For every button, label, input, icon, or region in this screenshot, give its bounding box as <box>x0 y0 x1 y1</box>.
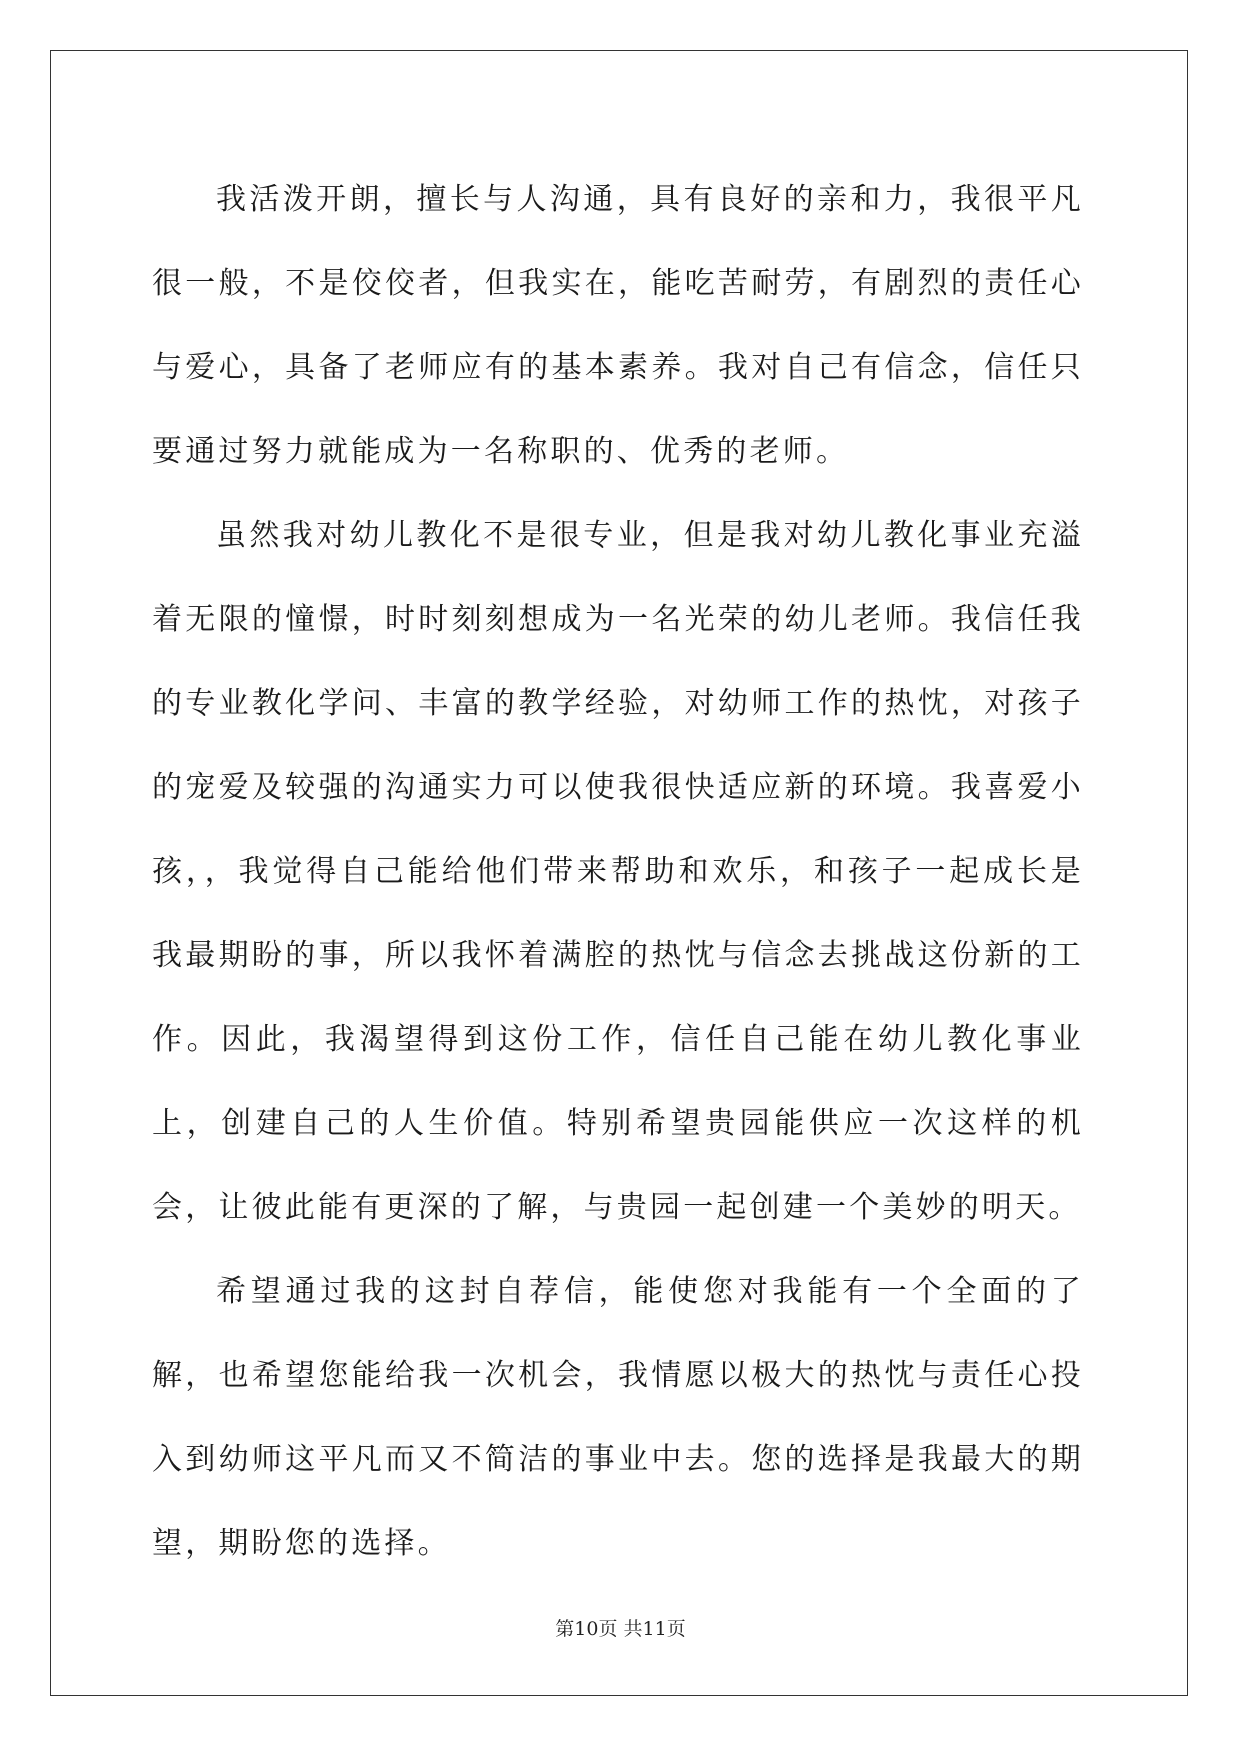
paragraph-3: 希望通过我的这封自荐信，能使您对我能有一个全面的了解，也希望您能给我一次机会，我情愿以极大的热忱与责任心投入到幼师这平凡而又不简洁的事业中去。您的选择是我最大的期望，期盼您的选择。 <box>152 1274 1084 1561</box>
page-number-footer: 第10页 共11页 <box>555 1618 686 1640</box>
paragraph-2: 虽然我对幼儿教化不是很专业，但是我对幼儿教化事业充溢着无限的憧憬，时时刻刻想成为一名光荣的幼儿老师。我信任我的专业教化学问、丰富的教学经验，对幼师工作的热忱，对孩子的宠爱及较强的沟通实力可以使我很快适应新的环境。我喜爱小孩，，我觉得自己能给他们带来帮助和欢乐，和孩子一起成长是我最期盼的事，所以我怀着满腔的热忱与信念去挑战这份新的工作。因此，我渴望得到这份工作，信任自己能在幼儿教化事业上，创建自己的人生价值。特别希望贵园能供应一次这样的机会，让彼此能有更深的了解，与贵园一起创建一个美妙的明天。 <box>152 518 1084 1225</box>
document-body <box>152 158 1084 1586</box>
paragraph-1: 我活泼开朗，擅长与人沟通，具有良好的亲和力，我很平凡很一般，不是佼佼者，但我实在，能吃苦耐劳，有剧烈的责任心与爱心，具备了老师应有的基本素养。我对自己有信念，信任只要通过努力就能成为一名称职的、优秀的老师。 <box>152 182 1084 469</box>
